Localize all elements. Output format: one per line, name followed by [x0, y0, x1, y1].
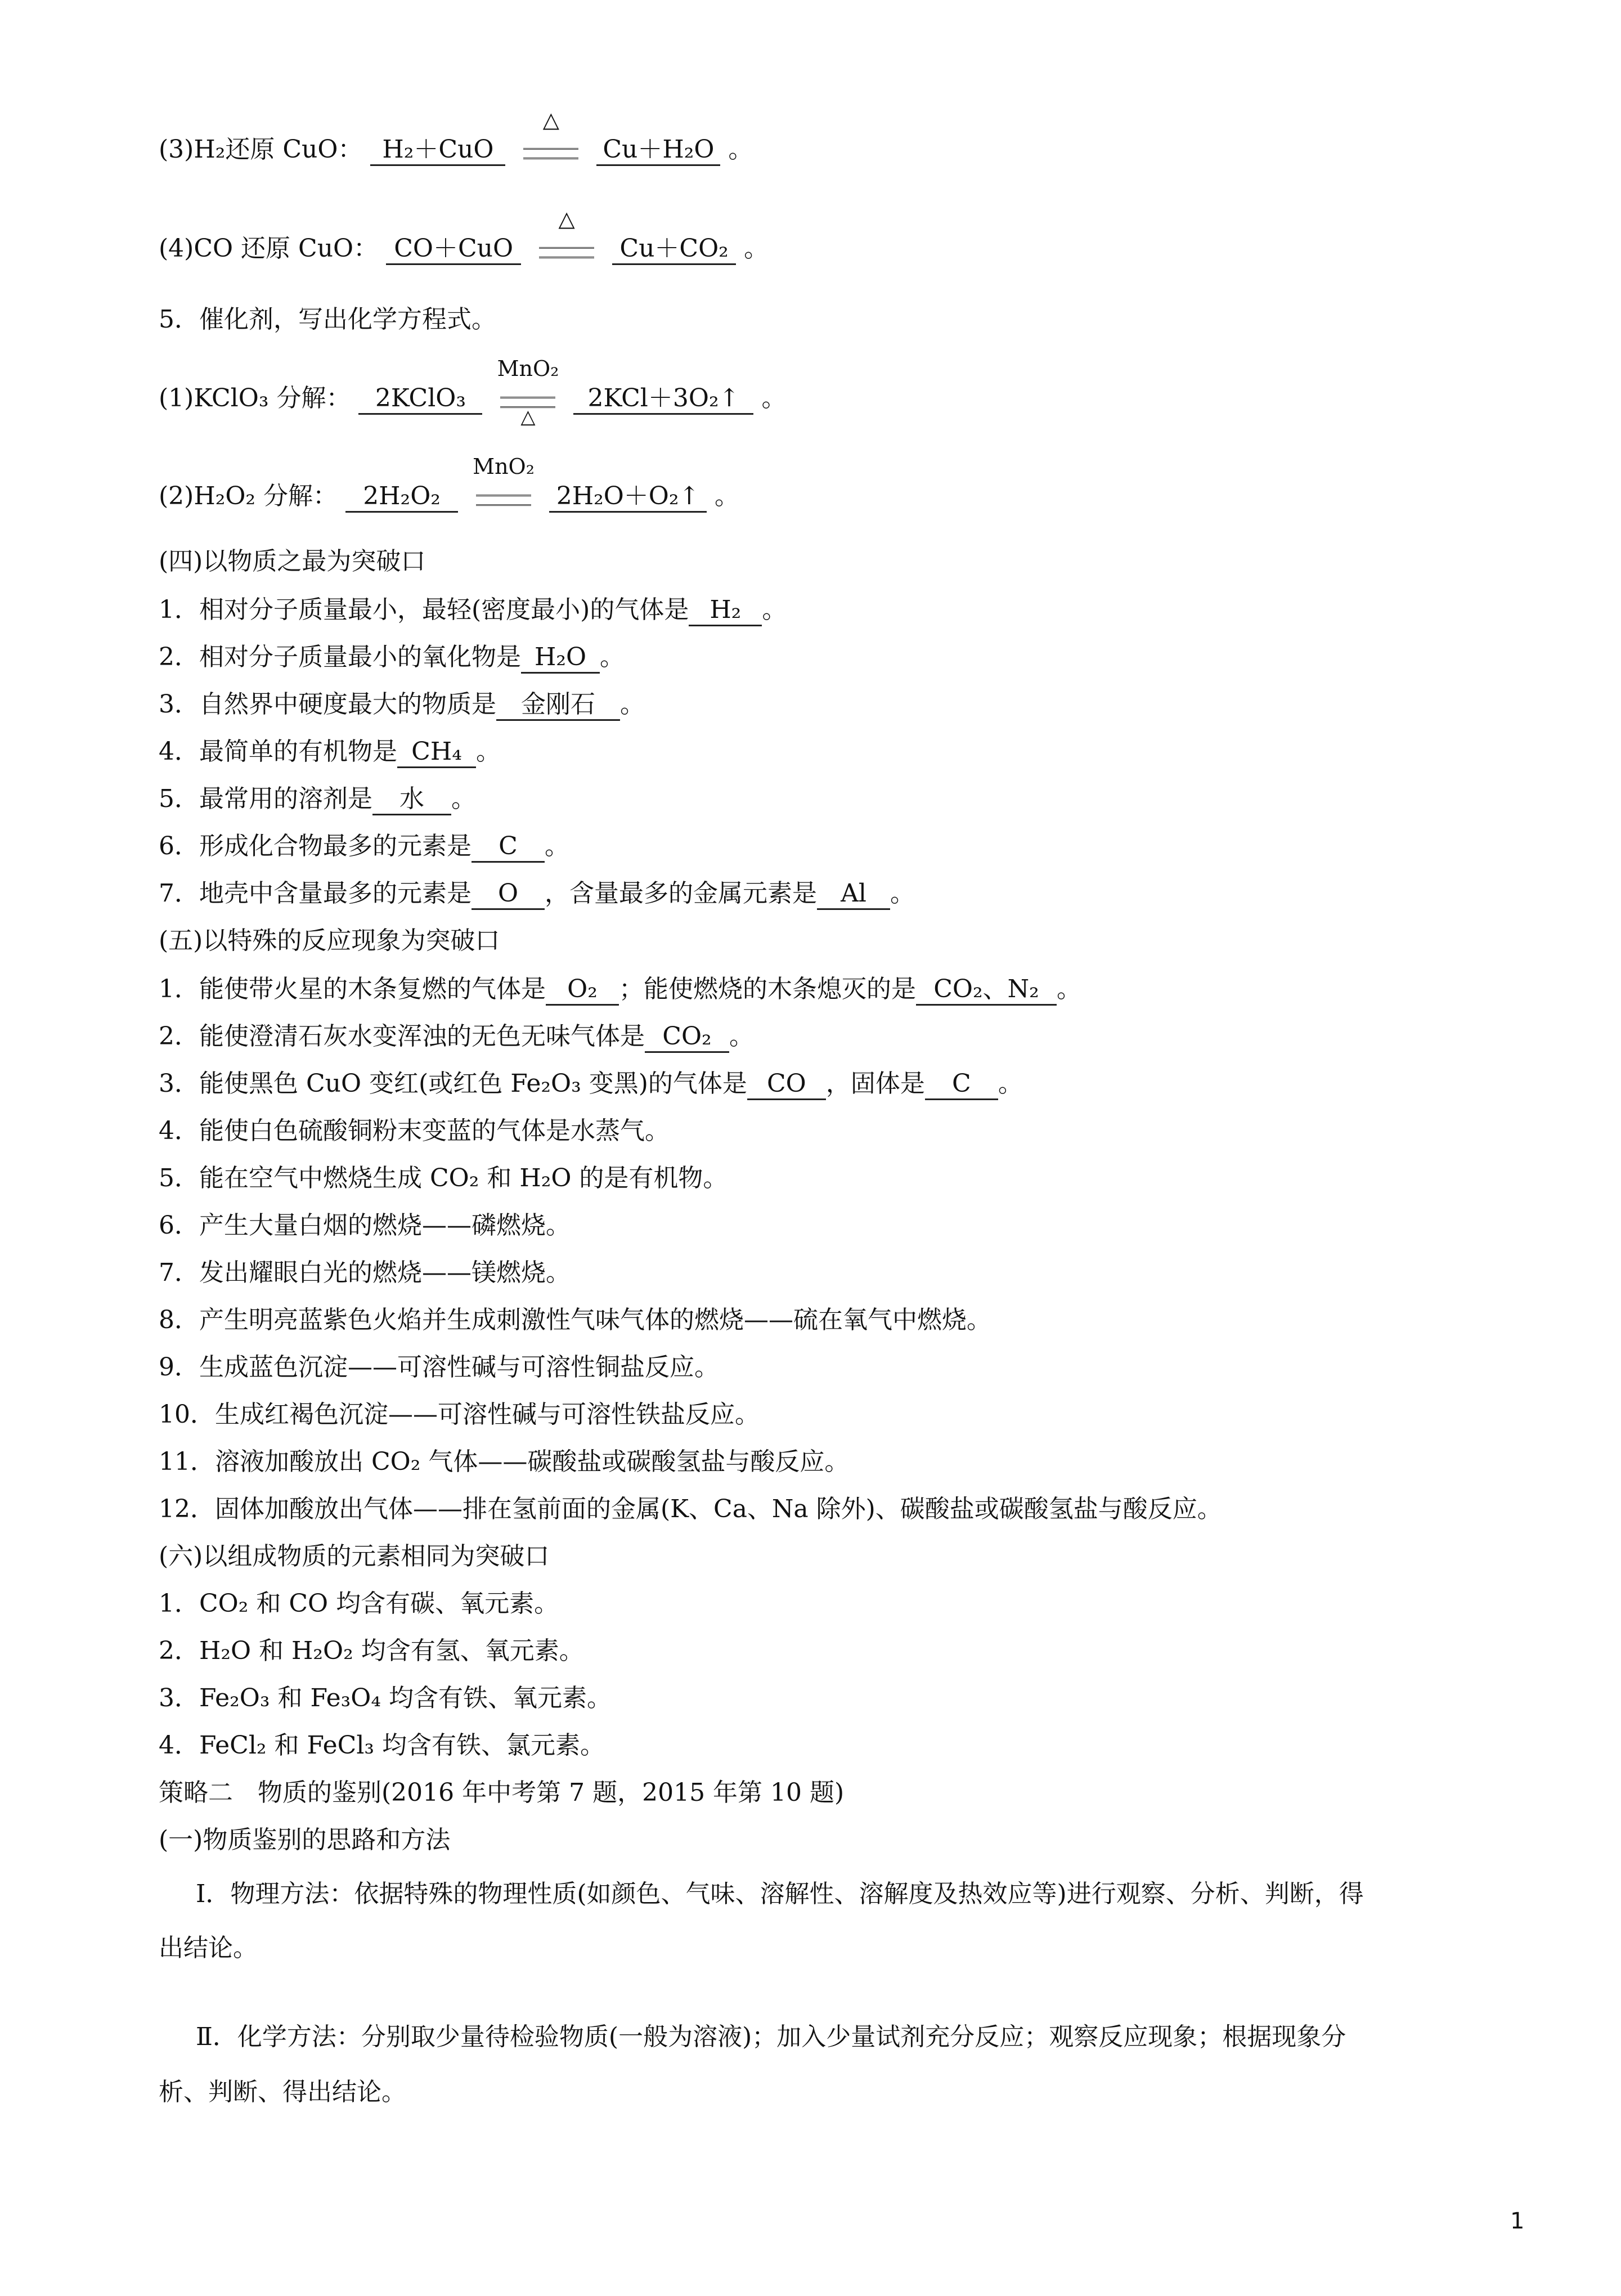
list-item: 8．产生明亮蓝紫色火焰并生成刺激性气味气体的燃烧——硫在氧气中燃烧。	[159, 1306, 991, 1334]
section-heading: (六)以组成物质的元素相同为突破口	[159, 1542, 550, 1571]
answer-blank[interactable]: O	[472, 879, 545, 910]
list-item: 12．固体加酸放出气体——排在氢前面的金属(K、Ca、Na 除外)、碳酸盐或碳酸氢盐与酸反应。	[159, 1495, 1222, 1523]
list-item: 4．能使白色硫酸铜粉末变蓝的气体是水蒸气。	[159, 1116, 670, 1145]
answer-blank[interactable]: CO＋CuO	[386, 234, 521, 265]
equation-kclo3: (1)KClO₃ 分解： 2KClO₃ MnO₂ △ 2KCl＋3O₂↑ 。	[159, 356, 787, 428]
paragraph-chemical-line1: Ⅱ．化学方法：分别取少量待检验物质(一般为溶液)；加入少量试剂充分反应；观察反应现象；根据现象分	[196, 2023, 1346, 2051]
equation-label: (1)KClO₃ 分解：	[159, 384, 351, 412]
answer-blank[interactable]: CO₂、N₂	[916, 975, 1057, 1006]
strategy-heading: 策略二 物质的鉴别(2016 年中考第 7 题，2015 年第 10 题)	[159, 1778, 845, 1807]
list-item: 5．最常用的溶剂是 水 。	[159, 782, 476, 816]
answer-blank[interactable]: C	[472, 832, 545, 863]
list-item: 2．能使澄清石灰水变浑浊的无色无味气体是 CO₂ 。	[159, 1020, 754, 1053]
answer-blank[interactable]: H₂＋CuO	[370, 135, 505, 166]
list-item: 4．最简单的有机物是 CH₄ 。	[159, 735, 501, 769]
section-heading: (五)以特殊的反应现象为突破口	[159, 926, 500, 955]
reaction-condition: MnO₂ △	[497, 356, 559, 428]
equation-label: (2)H₂O₂ 分解：	[159, 482, 338, 510]
list-item: 2．H₂O 和 H₂O₂ 均含有氢、氧元素。	[159, 1636, 584, 1665]
list-item: 1．相对分子质量最小，最轻(密度最小)的气体是 H₂ 。	[159, 593, 787, 627]
equation-label: (3)H₂还原 CuO：	[159, 135, 363, 164]
list-item: 1．CO₂ 和 CO 均含有碳、氧元素。	[159, 1589, 559, 1618]
list-item: 3．能使黑色 CuO 变红(或红色 Fe₂O₃ 变黑)的气体是 CO ，固体是 C 。	[159, 1067, 1023, 1101]
paragraph-chemical-line2: 析、判断、得出结论。	[159, 2078, 406, 2106]
list-item: 1．能使带火星的木条复燃的气体是 O₂ ；能使燃烧的木条熄灭的是 CO₂、N₂ 。	[159, 972, 1081, 1006]
answer-blank[interactable]: Al	[817, 879, 890, 910]
answer-blank[interactable]: H₂	[689, 595, 762, 626]
answer-blank[interactable]: 水	[372, 784, 451, 815]
list-item: 11．溶液加酸放出 CO₂ 气体——碳酸盐或碳酸氢盐与酸反应。	[159, 1447, 850, 1476]
reaction-condition: △	[520, 134, 582, 168]
list-item: 6．形成化合物最多的元素是 C 。	[159, 829, 569, 863]
equation-h2-cuo: (3)H₂还原 CuO： H₂＋CuO △ Cu＋H₂O 。	[159, 133, 753, 168]
answer-blank[interactable]: Cu＋CO₂	[612, 234, 736, 265]
reaction-condition: MnO₂	[473, 481, 535, 515]
answer-blank[interactable]: 2KClO₃	[358, 384, 482, 415]
list-item: 5．能在空气中燃烧生成 CO₂ 和 H₂O 的是有机物。	[159, 1164, 728, 1192]
list-item: 4．FeCl₂ 和 FeCl₃ 均含有铁、氯元素。	[159, 1731, 605, 1760]
list-item: 9．生成蓝色沉淀——可溶性碱与可溶性铜盐反应。	[159, 1353, 719, 1382]
answer-blank[interactable]: O₂	[546, 975, 619, 1006]
list-item: 3．Fe₂O₃ 和 Fe₃O₄ 均含有铁、氧元素。	[159, 1684, 612, 1712]
answer-blank[interactable]: H₂O	[521, 643, 600, 674]
answer-blank[interactable]: CO	[747, 1069, 826, 1100]
list-item: 3．自然界中硬度最大的物质是 金刚石 。	[159, 688, 645, 721]
list-item: 2．相对分子质量最小的氧化物是 H₂O 。	[159, 640, 625, 674]
list-item: 7．地壳中含量最多的元素是 O ，含量最多的金属元素是 Al 。	[159, 877, 915, 911]
answer-blank[interactable]: C	[925, 1069, 998, 1100]
item-catalyst: 5．催化剂，写出化学方程式。	[159, 305, 496, 334]
reaction-condition: △	[536, 234, 598, 267]
paragraph-physical-line2: 出结论。	[159, 1934, 258, 1962]
section-heading: (四)以物质之最为突破口	[159, 547, 426, 576]
list-item: 7．发出耀眼白光的燃烧——镁燃烧。	[159, 1258, 571, 1287]
equation-h2o2: (2)H₂O₂ 分解： 2H₂O₂ MnO₂ 2H₂O＋O₂↑ 。	[159, 479, 739, 515]
section-heading: (一)物质鉴别的思路和方法	[159, 1826, 451, 1854]
list-item: 6．产生大量白烟的燃烧——磷燃烧。	[159, 1211, 571, 1240]
answer-blank[interactable]: CO₂	[645, 1022, 729, 1053]
answer-blank[interactable]: 金刚石	[496, 690, 620, 721]
answer-blank[interactable]: 2H₂O＋O₂↑	[549, 482, 707, 513]
answer-blank[interactable]: CH₄	[397, 737, 476, 768]
equation-co-cuo: (4)CO 还原 CuO： CO＋CuO △ Cu＋CO₂ 。	[159, 232, 769, 267]
page-number: 1	[1510, 2208, 1525, 2234]
answer-blank[interactable]: 2H₂O₂	[345, 482, 458, 513]
answer-blank[interactable]: 2KCl＋3O₂↑	[573, 384, 753, 415]
paragraph-physical-line1: Ⅰ．物理方法：依据特殊的物理性质(如颜色、气味、溶解性、溶解度及热效应等)进行观察、分析、判断，得	[196, 1880, 1364, 1908]
answer-blank[interactable]: Cu＋H₂O	[596, 135, 720, 166]
list-item: 10．生成红褐色沉淀——可溶性碱与可溶性铁盐反应。	[159, 1400, 760, 1429]
equation-label: (4)CO 还原 CuO：	[159, 234, 379, 263]
